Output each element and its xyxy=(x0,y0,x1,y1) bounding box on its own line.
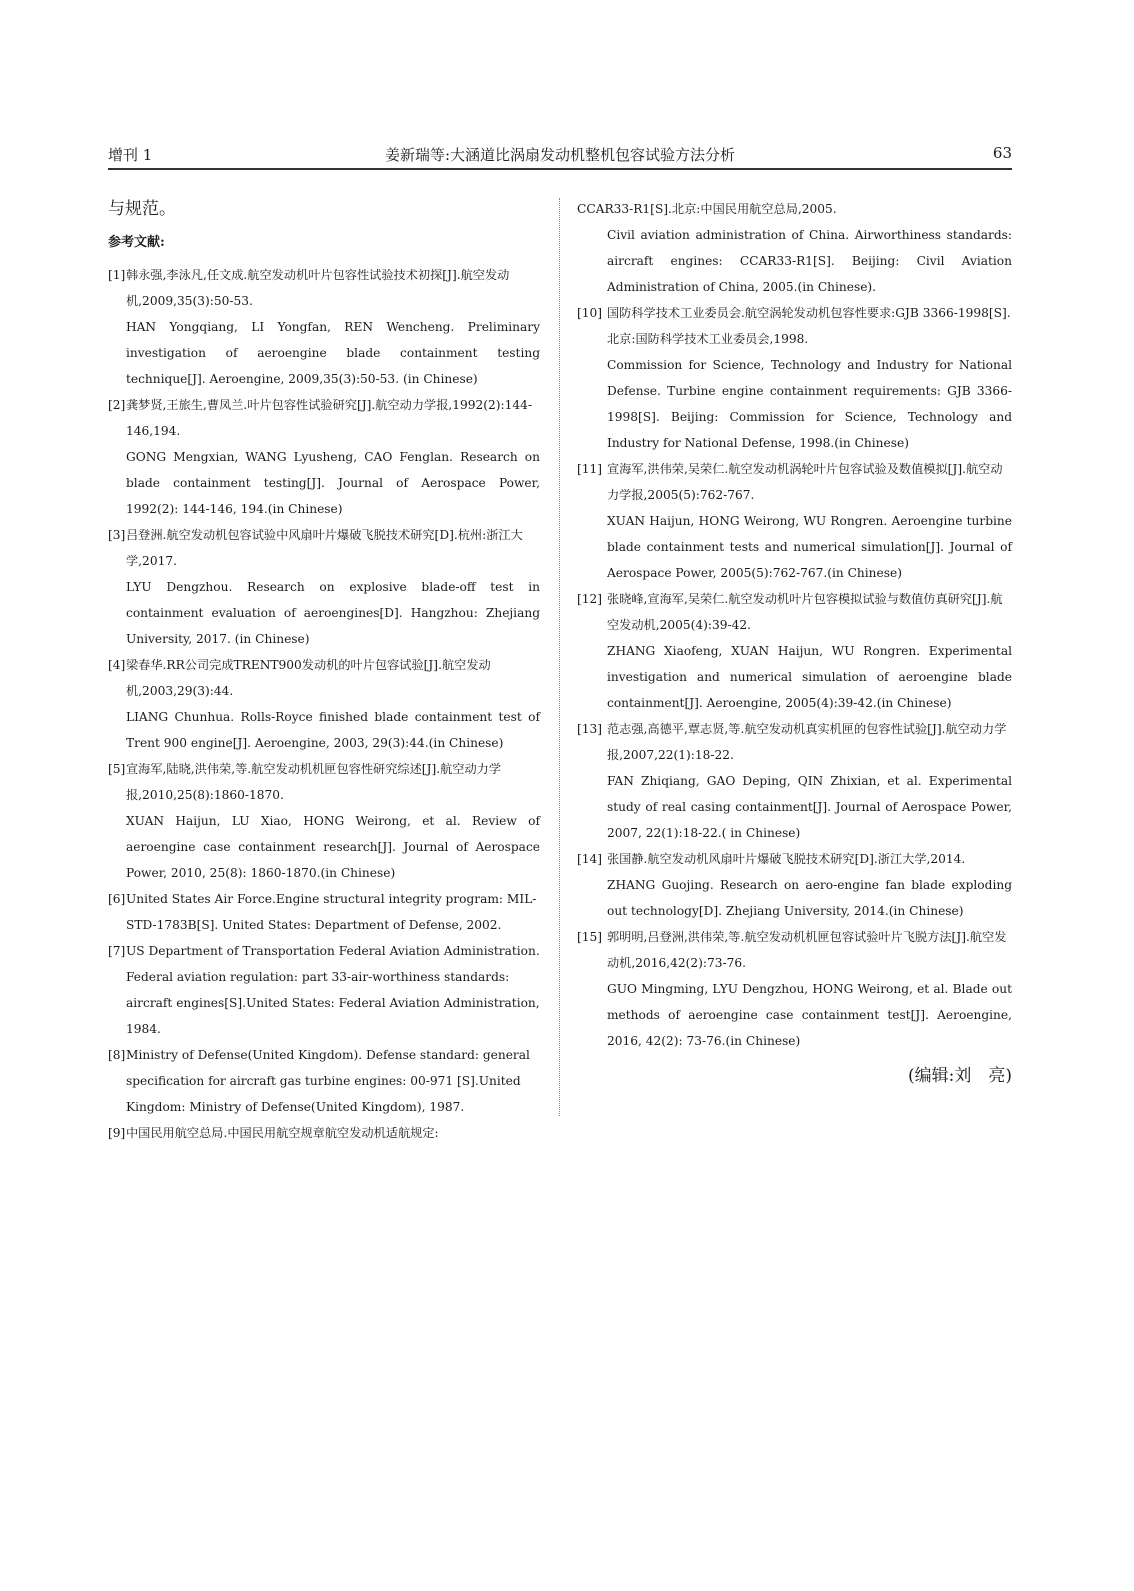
reference-number: [3] xyxy=(108,528,126,542)
reference-en: ZHANG Xiaofeng, XUAN Haijun, WU Rongren. Experimental investigation and numerical simulation of aeroengine blade containment[J]. Aeroengine, 2005(4):39-42.(in Chinese) xyxy=(607,644,1012,710)
reference-zh xyxy=(108,522,540,574)
reference-number: [5] xyxy=(108,762,126,776)
column-divider xyxy=(559,198,560,1116)
reference-zh-text: 龚梦贤,王旅生,曹凤兰.叶片包容性试验研究[J].航空动力学报,1992(2):144-146,194. xyxy=(126,398,533,438)
reference-zh-text: 张晓峰,宣海军,吴荣仁.航空发动机叶片包容模拟试验与数值仿真研究[J].航空发动机,2005(4):39-42. xyxy=(607,592,1003,632)
reference-zh xyxy=(108,886,540,938)
running-title: 姜新瑞等:大涵道比涡扇发动机整机包容试验方法分析 xyxy=(384,146,736,164)
reference-zh-text: US Department of Transportation Federal Aviation Administration. Federal aviation regulation: part 33-air-worthiness standards: aircraft engines[S].United States: Federal Aviation Administration, 1984. xyxy=(126,944,540,1036)
reference-zh xyxy=(108,756,540,808)
reference-number: [4] xyxy=(108,658,126,672)
reference-number: [14] xyxy=(577,852,603,866)
reference-item xyxy=(108,886,540,938)
reference-zh xyxy=(577,586,1012,638)
right-column xyxy=(577,196,1012,1090)
reference-item xyxy=(577,716,1012,846)
references-title: 参考文献: xyxy=(108,235,165,250)
reference-en: Commission for Science, Technology and Industry for National Defense. Turbine engine containment requirements: GJB 3366-1998[S]. Beijing: Commission for Science, Technology and Industry for National Defense, 1998.(in Chinese) xyxy=(607,358,1012,450)
reference-zh-text: 梁春华.RR公司完成TRENT900发动机的叶片包容试验[J].航空发动机,2003,29(3):44. xyxy=(126,658,491,698)
reference-item xyxy=(108,392,540,522)
reference-zh xyxy=(108,652,540,704)
reference-item xyxy=(108,1120,540,1146)
intro-text: 与规范。 xyxy=(108,199,176,219)
reference-number: [1] xyxy=(108,268,126,282)
reference-item xyxy=(577,924,1012,1054)
reference-en: XUAN Haijun, LU Xiao, HONG Weirong, et al. Review of aeroengine case containment research[J]. Journal of Aerospace Power, 2010, 25(8): 1860-1870.(in Chinese) xyxy=(126,814,540,880)
reference-en: Civil aviation administration of China. Airworthiness standards: aircraft engines: CCAR33-R1[S]. Beijing: Civil Aviation Administration of China, 2005.(in Chinese). xyxy=(607,228,1012,294)
reference-number: [2] xyxy=(108,398,126,412)
reference-en: LIANG Chunhua. Rolls-Royce finished blade containment test of Trent 900 engine[J]. Aeroengine, 2003, 29(3):44.(in Chinese) xyxy=(126,710,540,750)
reference-item xyxy=(108,522,540,652)
reference-item xyxy=(108,262,540,392)
reference-zh-text: 韩永强,李泳凡,任文成.航空发动机叶片包容性试验技术初探[J].航空发动机,2009,35(3):50-53. xyxy=(126,268,510,308)
reference-zh xyxy=(577,716,1012,768)
reference-number: [8] xyxy=(108,1048,126,1062)
reference-item xyxy=(577,586,1012,716)
reference-zh xyxy=(577,456,1012,508)
reference-en: FAN Zhiqiang, GAO Deping, QIN Zhixian, et al. Experimental study of real casing containment[J]. Journal of Aerospace Power, 2007, 22(1):18-22.( in Chinese) xyxy=(607,774,1012,840)
reference-en: ZHANG Guojing. Research on aero-engine fan blade exploding out technology[D]. Zhejiang University, 2014.(in Chinese) xyxy=(607,878,1012,918)
reference-zh: CCAR33-R1[S].北京:中国民用航空总局,2005. xyxy=(577,202,837,216)
reference-zh-text: United States Air Force.Engine structural integrity program: MIL-STD-1783B[S]. United States: Department of Defense, 2002. xyxy=(126,892,537,932)
reference-en: HAN Yongqiang, LI Yongfan, REN Wencheng. Preliminary investigation of aeroengine blade containment testing technique[J]. Aeroengine, 2009,35(3):50-53. (in Chinese) xyxy=(126,320,540,386)
reference-zh-text: 张国静.航空发动机风扇叶片爆破飞脱技术研究[D].浙江大学,2014. xyxy=(607,852,966,866)
reference-zh xyxy=(108,1120,540,1146)
running-header xyxy=(108,142,1012,170)
reference-en: GUO Mingming, LYU Dengzhou, HONG Weirong, et al. Blade out methods of aeroengine case containment test[J]. Aeroengine, 2016, 42(2): 73-76.(in Chinese) xyxy=(607,982,1012,1048)
reference-zh-text: 中国民用航空总局.中国民用航空规章航空发动机适航规定: xyxy=(126,1126,439,1140)
reference-item xyxy=(108,938,540,1042)
reference-en: XUAN Haijun, HONG Weirong, WU Rongren. Aeroengine turbine blade containment tests and numerical simulation[J]. Journal of Aerospace Power, 2005(5):762-767.(in Chinese) xyxy=(607,514,1012,580)
reference-number: [7] xyxy=(108,944,126,958)
reference-number: [12] xyxy=(577,592,603,606)
reference-item xyxy=(577,300,1012,456)
reference-zh xyxy=(577,846,1012,872)
reference-zh xyxy=(108,938,540,1042)
reference-zh xyxy=(108,392,540,444)
issue-label: 增刊 1 xyxy=(108,146,153,164)
reference-number: [15] xyxy=(577,930,603,944)
left-reference-list xyxy=(108,262,540,1146)
reference-zh xyxy=(108,1042,540,1120)
reference-zh-text: 宣海军,洪伟荣,吴荣仁.航空发动机涡轮叶片包容试验及数值模拟[J].航空动力学报,2005(5):762-767. xyxy=(607,462,1003,502)
page-number: 63 xyxy=(992,144,1012,162)
reference-number: [9] xyxy=(108,1126,126,1140)
reference-zh xyxy=(577,300,1012,352)
reference-en: GONG Mengxian, WANG Lyusheng, CAO Fenglan. Research on blade containment testing[J]. Journal of Aerospace Power, 1992(2): 144-146, 194.(in Chinese) xyxy=(126,450,540,516)
reference-item xyxy=(108,1042,540,1120)
reference-zh-text: 宣海军,陆晓,洪伟荣,等.航空发动机机匣包容性研究综述[J].航空动力学报,2010,25(8):1860-1870. xyxy=(126,762,502,802)
editor-note: (编辑:刘 亮) xyxy=(908,1066,1012,1086)
reference-zh xyxy=(108,262,540,314)
reference-zh-text: 国防科学技术工业委员会.航空涡轮发动机包容性要求:GJB 3366-1998[S].北京:国防科学技术工业委员会,1998. xyxy=(607,306,1011,346)
right-reference-list xyxy=(577,300,1012,1054)
reference-number: [13] xyxy=(577,722,603,736)
reference-zh-text: 范志强,高德平,覃志贤,等.航空发动机真实机匣的包容性试验[J].航空动力学报,2007,22(1):18-22. xyxy=(607,722,1007,762)
reference-zh-text: 郭明明,吕登洲,洪伟荣,等.航空发动机机匣包容试验叶片飞脱方法[J].航空发动机,2016,42(2):73-76. xyxy=(607,930,1007,970)
reference-number: [11] xyxy=(577,462,603,476)
reference-zh-text: 吕登洲.航空发动机包容试验中风扇叶片爆破飞脱技术研究[D].杭州:浙江大学,2017. xyxy=(126,528,523,568)
reference-zh-text: Ministry of Defense(United Kingdom). Defense standard: general specification for aircraft gas turbine engines: 00-971 [S].United Kingdom: Ministry of Defense(United Kingdom), 1987. xyxy=(126,1048,530,1114)
reference-number: [10] xyxy=(577,306,603,320)
reference-item xyxy=(577,456,1012,586)
reference-item xyxy=(108,756,540,886)
reference-en: LYU Dengzhou. Research on explosive blade-off test in containment evaluation of aeroengines[D]. Hangzhou: Zhejiang University, 2017. (in Chinese) xyxy=(126,580,540,646)
reference-number: [6] xyxy=(108,892,126,906)
left-column xyxy=(108,196,540,1146)
reference-continuation xyxy=(577,196,1012,300)
reference-item xyxy=(108,652,540,756)
reference-item xyxy=(577,846,1012,924)
reference-zh xyxy=(577,924,1012,976)
